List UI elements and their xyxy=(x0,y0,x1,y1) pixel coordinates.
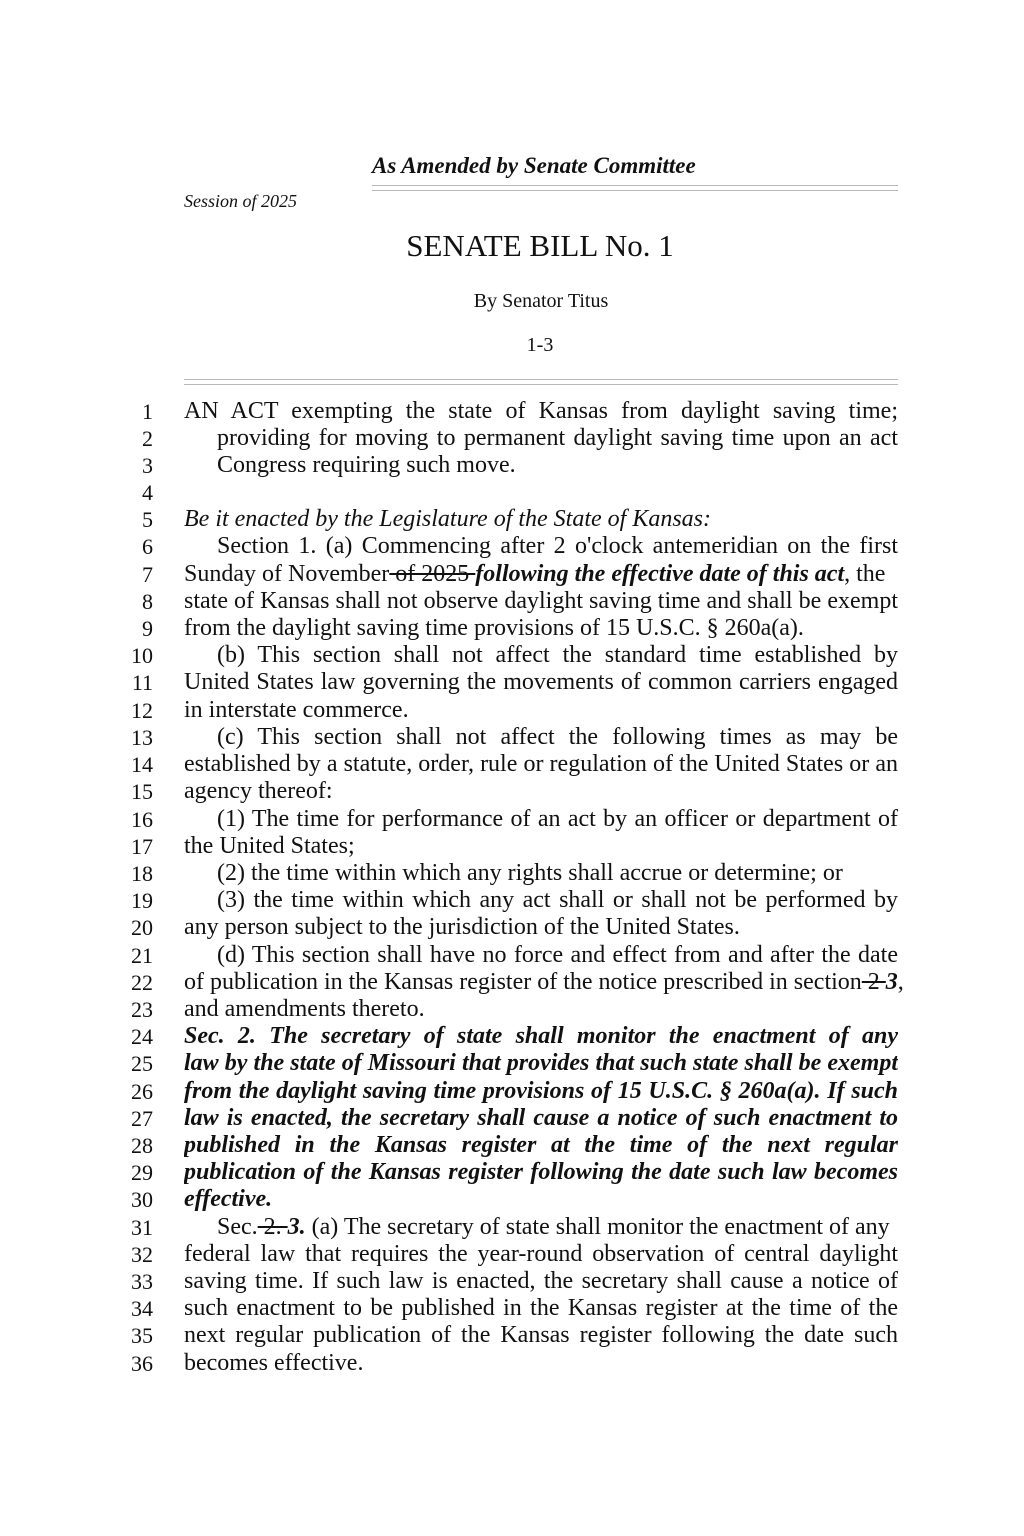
inserted-line: published in the Kansas register at the time of the next regular xyxy=(184,1132,898,1158)
line-number: 20 xyxy=(131,915,153,940)
line-number: 36 xyxy=(131,1351,153,1376)
line-number: 15 xyxy=(131,779,153,804)
text-line: (2) the time within which any rights shall accrue or determine; or xyxy=(217,860,843,886)
inserted-line: from the daylight saving time provisions of 15 U.S.C. § 260a(a). If such xyxy=(184,1078,898,1104)
line-number: 4 xyxy=(142,480,153,505)
text-span: Sunday of November xyxy=(184,561,390,587)
line-number: 14 xyxy=(131,752,153,777)
amended-line xyxy=(184,969,904,996)
inserted-text: following the effective date of this act xyxy=(475,561,845,587)
line-number: 26 xyxy=(131,1079,153,1104)
line-number: 19 xyxy=(131,888,153,913)
text-line: such enactment to be published in the Kansas register at the time of the xyxy=(184,1295,898,1321)
body-rule xyxy=(184,379,898,385)
inserted-line: publication of the Kansas register following the date such law becomes xyxy=(184,1159,898,1185)
text-line: agency thereof: xyxy=(184,778,333,804)
line-number: 2 xyxy=(142,426,153,451)
text-line: established by a statute, order, rule or regulation of the United States or an xyxy=(184,751,898,777)
struck-text: of 2025 xyxy=(389,561,476,587)
line-number: 23 xyxy=(131,997,153,1022)
line-number: 24 xyxy=(131,1024,153,1049)
text-line: federal law that requires the year-round observation of central daylight xyxy=(184,1241,898,1267)
inserted-text: 3. xyxy=(287,1214,306,1240)
text-line: (3) the time within which any act shall or shall not be performed by xyxy=(217,887,898,913)
line-number: 7 xyxy=(142,562,153,587)
line-number: 35 xyxy=(131,1323,153,1348)
text-line: saving time. If such law is enacted, the secretary shall cause a notice of xyxy=(184,1268,898,1294)
line-number: 3 xyxy=(142,453,153,478)
text-line: becomes effective. xyxy=(184,1350,364,1376)
bill-title: SENATE BILL No. 1 xyxy=(406,228,674,263)
inserted-line: effective. xyxy=(184,1186,273,1212)
text-line: (c) This section shall not affect the following times as may be xyxy=(217,724,898,750)
line-number: 21 xyxy=(131,943,153,968)
text-line: and amendments thereto. xyxy=(184,996,425,1022)
inserted-line: Sec. 2. The secretary of state shall monitor the enactment of any xyxy=(184,1023,898,1049)
text-span: of publication in the Kansas register of the notice prescribed in section xyxy=(184,969,862,995)
line-number: 9 xyxy=(142,616,153,641)
line-number: 30 xyxy=(131,1187,153,1212)
inserted-text: 3 xyxy=(885,969,898,995)
text-span: , xyxy=(897,969,904,995)
amended-line xyxy=(217,1214,931,1241)
line-number: 12 xyxy=(131,698,153,723)
title-line: AN ACT exempting the state of Kansas from daylight saving time; xyxy=(184,398,898,424)
line-number: 22 xyxy=(131,970,153,995)
text-line: any person subject to the jurisdiction of the United States. xyxy=(184,914,740,940)
struck-text: 2. xyxy=(257,1214,288,1240)
line-number: 34 xyxy=(131,1296,153,1321)
title-line: providing for moving to permanent daylight saving time upon an act xyxy=(217,425,898,451)
text-line: (b) This section shall not affect the standard time established by xyxy=(217,642,898,668)
line-number: 17 xyxy=(131,834,153,859)
line-number: 10 xyxy=(131,643,153,668)
line-number: 33 xyxy=(131,1269,153,1294)
text-line: state of Kansas shall not observe daylight saving time and shall be exempt xyxy=(184,588,898,614)
text-line: Section 1. (a) Commencing after 2 o'clock antemeridian on the first xyxy=(217,533,898,559)
line-number: 18 xyxy=(131,861,153,886)
line-number: 6 xyxy=(142,534,153,559)
line-number: 25 xyxy=(131,1051,153,1076)
inserted-line: law by the state of Missouri that provides that such state shall be exempt xyxy=(184,1050,898,1076)
line-number: 27 xyxy=(131,1106,153,1131)
line-number: 31 xyxy=(131,1215,153,1240)
text-line: United States law governing the movements of common carriers engaged xyxy=(184,669,898,695)
enacting-clause: Be it enacted by the Legislature of the State of Kansas: xyxy=(184,506,712,532)
text-span: Sec. xyxy=(217,1214,258,1240)
text-line: from the daylight saving time provisions of 15 U.S.C. § 260a(a). xyxy=(184,615,804,641)
sponsor-line: By Senator Titus xyxy=(473,290,609,312)
session-label: Session of 2025 xyxy=(184,191,298,211)
line-number: 32 xyxy=(131,1242,153,1267)
text-span: , the xyxy=(844,561,886,587)
line-number: 28 xyxy=(131,1133,153,1158)
amended-line xyxy=(184,561,898,588)
line-number: 5 xyxy=(142,507,153,532)
header-rule xyxy=(372,185,898,191)
text-line: the United States; xyxy=(184,833,355,859)
text-line: in interstate commerce. xyxy=(184,697,409,723)
line-number: 1 xyxy=(142,399,153,424)
line-number: 16 xyxy=(131,807,153,832)
text-line: (1) The time for performance of an act by an officer or department of xyxy=(217,806,898,832)
title-line: Congress requiring such move. xyxy=(217,452,516,478)
struck-text: 2 xyxy=(861,969,886,995)
text-line: next regular publication of the Kansas register following the date such xyxy=(184,1322,898,1348)
inserted-line: law is enacted, the secretary shall cause a notice of such enactment to xyxy=(184,1105,898,1131)
line-number: 13 xyxy=(131,725,153,750)
amended-title: As Amended by Senate Committee xyxy=(372,153,696,178)
line-number: 11 xyxy=(131,670,153,695)
text-span: (a) The secretary of state shall monitor the enactment of any xyxy=(305,1214,890,1240)
date-reference: 1-3 xyxy=(526,334,554,356)
line-number: 8 xyxy=(142,589,153,614)
line-number: 29 xyxy=(131,1160,153,1185)
text-line: (d) This section shall have no force and effect from and after the date xyxy=(217,942,898,968)
